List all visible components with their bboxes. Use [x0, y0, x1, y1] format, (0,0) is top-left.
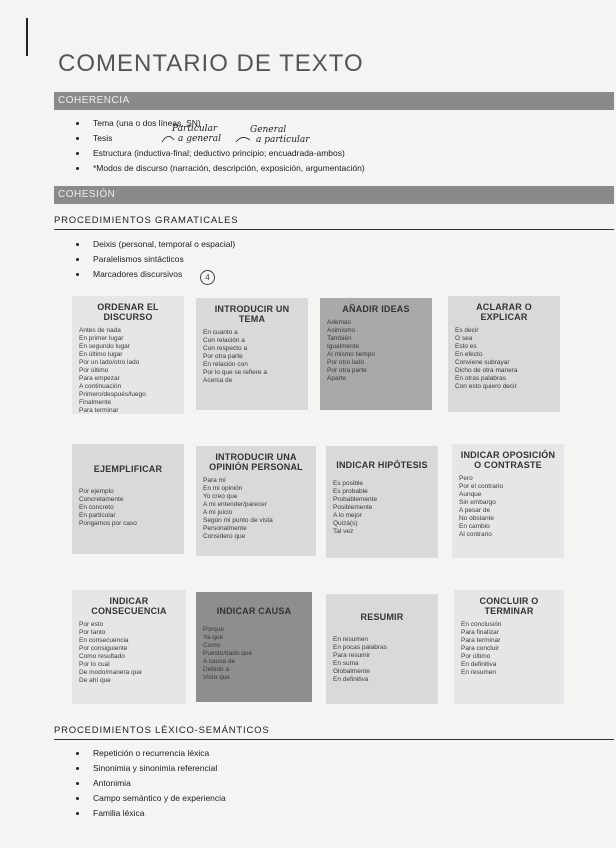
list-item: Posiblemente: [333, 504, 373, 511]
list-item: Por otra parte: [327, 367, 367, 374]
lexico-list: [76, 746, 226, 821]
list-item: Probablemente: [333, 496, 378, 503]
list-item: Aunque: [459, 491, 482, 498]
list-item: En cambio: [459, 523, 490, 530]
list-item: O sea: [455, 335, 473, 342]
list-item: Pongamos por caso: [79, 520, 137, 527]
list-item: A continuación: [79, 383, 122, 390]
list-item: En suma: [333, 660, 359, 667]
list-item: De modo/manera que: [79, 669, 142, 676]
list-item: Con relación a: [203, 337, 245, 344]
list-item: Estructura (inductiva-final; deductivo principio; encuadrada-ambos): [76, 146, 365, 161]
note-title: INDICAR OPOSICIÓN O CONTRASTE: [460, 450, 556, 470]
list-item: Igualmente: [327, 343, 360, 350]
note-list: [327, 319, 425, 383]
note-list: [203, 329, 301, 385]
handwritten-general: General: [250, 125, 287, 135]
list-item: En concreto: [79, 504, 114, 511]
note-list: [79, 621, 179, 685]
list-item: Personalmente: [203, 525, 247, 532]
list-item: Además: [327, 319, 351, 326]
note-concluir: [454, 590, 564, 704]
note-list: [459, 475, 557, 539]
list-item: Para finalizar: [461, 629, 499, 636]
list-item: Por consiguiente: [79, 645, 128, 652]
list-item: Por un lado/otro lado: [79, 359, 140, 366]
list-item: Tesis: [76, 131, 365, 146]
note-title: INDICAR HIPÓTESIS: [336, 460, 428, 470]
list-item: De ahí que: [79, 677, 111, 684]
list-item: En definitiva: [461, 661, 497, 668]
binding-mark: [26, 18, 28, 56]
note-hipotesis: [326, 446, 438, 558]
note-title: CONCLUIR O TERMINAR: [479, 596, 539, 616]
list-item: En mi opinión: [203, 485, 243, 492]
section-header-cohesion: COHESIÓN: [54, 186, 614, 204]
list-item: Globalmente: [333, 668, 370, 675]
list-item: Repetición o recurrencia léxica: [76, 746, 226, 761]
note-anadir: [320, 298, 432, 410]
list-item: Debido a: [203, 666, 230, 673]
list-item: Acerca de: [203, 377, 233, 384]
note-list: [79, 327, 177, 415]
list-item: Para resumir: [333, 652, 371, 659]
list-item: Antes de nada: [79, 327, 121, 334]
list-item: En pocas palabras: [333, 644, 387, 651]
list-item: *Modos de discurso (narración, descripción, exposición, argumentación): [76, 161, 365, 176]
handwritten-particular: Particular: [172, 124, 218, 134]
list-item: Por lo que se refiere a: [203, 369, 267, 376]
list-item: En consecuencia: [79, 637, 129, 644]
list-item: Asimismo: [327, 327, 356, 334]
list-item: Para concluir: [461, 645, 499, 652]
list-item: Por último: [79, 367, 109, 374]
note-title: INDICAR CAUSA: [216, 606, 292, 616]
list-item: Por tanto: [79, 629, 106, 636]
subheading-lexico: PROCEDIMIENTOS LÉXICO-SEMÁNTICOS: [54, 725, 270, 736]
list-item: En otras palabras: [455, 375, 506, 382]
list-item: Por esto: [79, 621, 104, 628]
handwritten-arrows: [160, 128, 260, 148]
list-item: Es decir: [455, 327, 479, 334]
list-item: Para mí: [203, 477, 226, 484]
section-header-coherencia: COHERENCIA: [54, 92, 614, 110]
list-item: Por el contrario: [459, 483, 504, 490]
list-item: En resumen: [461, 669, 497, 676]
note-list: [461, 621, 557, 677]
list-item: Esto es: [455, 343, 477, 350]
list-item: En primer lugar: [79, 335, 124, 342]
note-resumir: [326, 594, 438, 704]
list-item: En particular: [79, 512, 116, 519]
list-item: Campo semántico y de experiencia: [76, 791, 226, 806]
list-item: Concretamente: [79, 496, 124, 503]
note-title: RESUMIR: [360, 612, 404, 622]
list-item: Familia léxica: [76, 806, 226, 821]
list-item: Sin embargo: [459, 499, 496, 506]
list-item: Puesto/dado que: [203, 650, 253, 657]
list-item: Con respecto a: [203, 345, 248, 352]
list-item: En conclusión: [461, 621, 502, 628]
note-title: INTRODUCIR UN TEMA: [214, 304, 290, 324]
note-list: [203, 477, 309, 541]
list-item: Para terminar: [79, 407, 119, 414]
list-item: Marcadores discursivos: [76, 267, 235, 282]
subheading-gramaticales: PROCEDIMIENTOS GRAMATICALES: [54, 215, 239, 226]
note-title: EJEMPLIFICAR: [93, 464, 163, 474]
list-item: A mi entender/parecer: [203, 501, 267, 508]
list-item: Por otra parte: [203, 353, 243, 360]
list-item: Visto que: [203, 674, 230, 681]
list-item: Por ejemplo: [79, 488, 114, 495]
list-item: En resumen: [333, 636, 369, 643]
list-item: En efecto: [455, 351, 483, 358]
handwritten-a-particular: a particular: [256, 135, 310, 145]
note-list: [333, 636, 431, 684]
note-ordenar: [72, 296, 184, 414]
list-item: En segundo lugar: [79, 343, 130, 350]
list-item: A causa de: [203, 658, 236, 665]
list-item: Tal vez: [333, 528, 354, 535]
list-item: Aparte: [327, 375, 347, 382]
note-list: [455, 327, 553, 391]
note-consecuencia: [72, 590, 186, 704]
list-item: Con esto quiero decir: [455, 383, 517, 390]
divider: [54, 229, 614, 230]
list-item: Como: [203, 642, 221, 649]
note-title: INTRODUCIR UNA OPINIÓN PERSONAL: [209, 452, 303, 472]
page-title: COMENTARIO DE TEXTO: [58, 50, 364, 77]
list-item: Dicho de otra manera: [455, 367, 518, 374]
note-introducir-tema: [196, 298, 308, 410]
list-item: Paralelismos sintácticos: [76, 252, 235, 267]
list-item: Al mismo tiempo: [327, 351, 376, 358]
list-item: Por último: [461, 653, 491, 660]
note-list: [333, 480, 431, 536]
list-item: A lo mejor: [333, 512, 362, 519]
list-item: Por otro lado: [327, 359, 365, 366]
list-item: Conviene subrayar: [455, 359, 510, 366]
list-item: Es probable: [333, 488, 368, 495]
list-item: No obstante: [459, 515, 495, 522]
list-item: También: [327, 335, 352, 342]
note-ejemplificar: [72, 444, 184, 554]
list-item: Según mi punto de vista: [203, 517, 273, 524]
list-item: En definitiva: [333, 676, 369, 683]
list-item: Antonimia: [76, 776, 226, 791]
list-item: Por lo cual: [79, 661, 110, 668]
note-title: INDICAR CONSECUENCIA: [91, 596, 167, 616]
divider: [54, 739, 614, 740]
handwritten-circle-mark: 4: [200, 270, 215, 285]
handwritten-a-general: a general: [178, 134, 221, 144]
list-item: Pero: [459, 475, 473, 482]
list-item: Al contrario: [459, 531, 492, 538]
list-item: Tema (una o dos líneas, SN): [76, 116, 365, 131]
list-item: Quizá(s): [333, 520, 358, 527]
list-item: Finalmente: [79, 399, 112, 406]
list-item: Primero/después/luego: [79, 391, 146, 398]
list-item: Como resultado: [79, 653, 125, 660]
note-oposicion: [452, 444, 564, 558]
note-list: [203, 626, 305, 682]
note-title: AÑADIR IDEAS: [342, 304, 410, 314]
list-item: A mi juicio: [203, 509, 233, 516]
note-title: ORDENAR EL DISCURSO: [97, 302, 159, 322]
list-item: Para terminar: [461, 637, 501, 644]
list-item: En relación con: [203, 361, 248, 368]
list-item: Ya que: [203, 634, 224, 641]
list-item: En cuanto a: [203, 329, 238, 336]
note-list: [79, 488, 177, 528]
list-item: Considero que: [203, 533, 246, 540]
list-item: Es posible: [333, 480, 363, 487]
note-opinion: [196, 446, 316, 556]
list-item: Sinonimia y sinonimia referencial: [76, 761, 226, 776]
list-item: Deixis (personal, temporal o espacial): [76, 237, 235, 252]
list-item: A pesar de: [459, 507, 491, 514]
note-aclarar: [448, 296, 560, 412]
list-item: Yo creo que: [203, 493, 238, 500]
note-causa: [196, 592, 312, 702]
list-item: Para empezar: [79, 375, 120, 382]
list-item: En último lugar: [79, 351, 123, 358]
list-item: Porque: [203, 626, 224, 633]
note-title: ACLARAR O EXPLICAR: [476, 302, 532, 322]
